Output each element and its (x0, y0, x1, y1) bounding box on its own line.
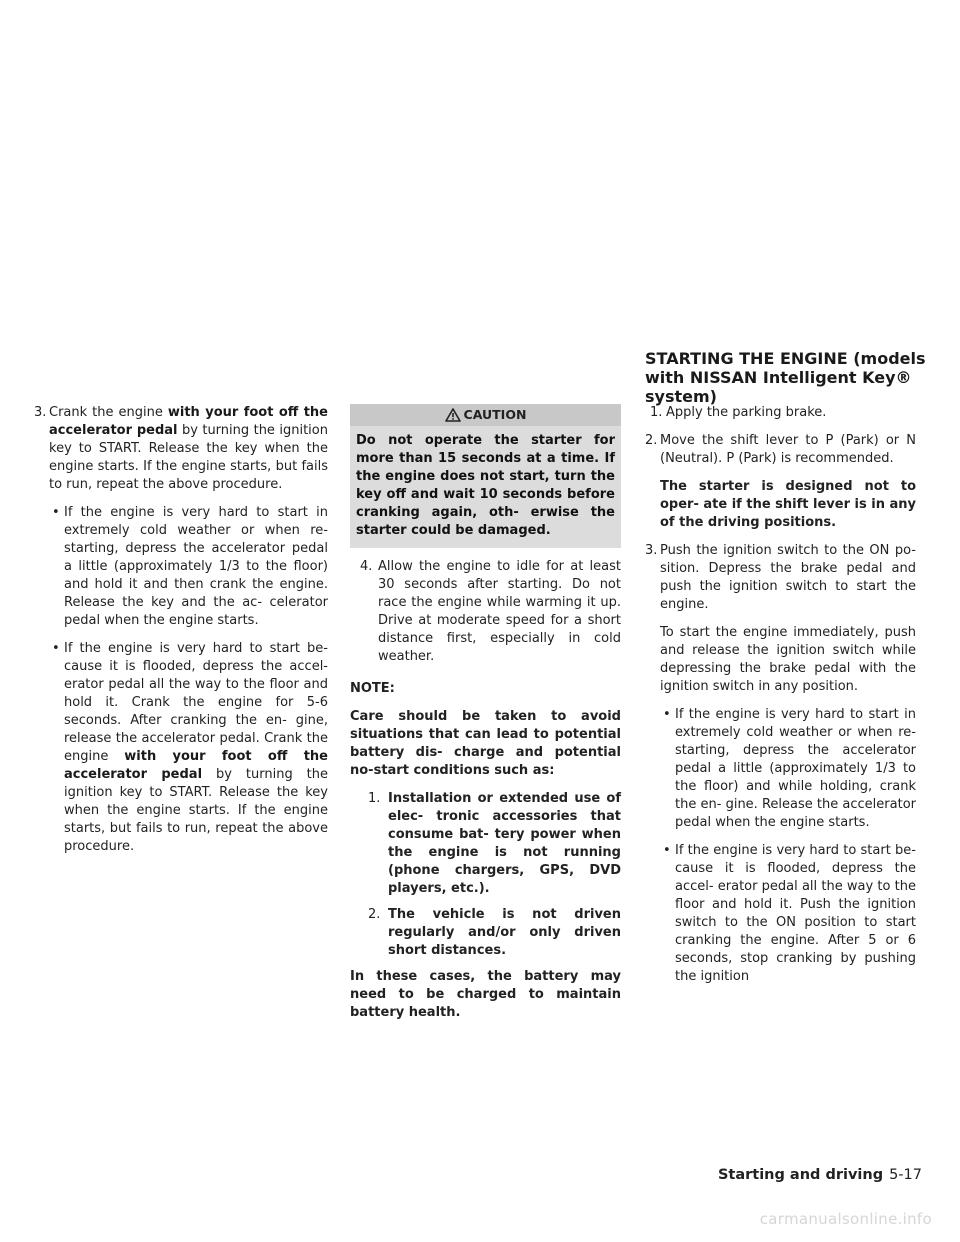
note-label: NOTE: (350, 681, 395, 696)
bullet-dot: • (52, 505, 60, 520)
column-1 (34, 404, 328, 866)
bullet-dot: • (663, 707, 671, 722)
bullet-dot: • (663, 843, 671, 858)
ik-step-2-note: The starter is designed not to oper- ate if the shift lever is in any of the driving positions. (660, 479, 916, 530)
caution-label: CAUTION (463, 407, 527, 422)
bullet-flooded: • If the engine is very hard to start be- cause it is flooded, depress the accel- erator pedal all the way to the floor and hold it. Crank the engine for 5-6 seconds. After cranking the en- gine, release the accelerator pedal. Crank the engine with your foot off the accelerator pedal by turning the ignition key to START. Release the key when the engine starts. If the engine starts, but fails to run, repeat the above procedure. (52, 641, 328, 854)
ik-step-3-sub: To start the engine immediately, push and release the ignition switch while depressing the brake pedal with the ignition switch in any position. (660, 625, 916, 694)
caution-box (350, 404, 621, 548)
bullet-dot: • (52, 641, 60, 656)
note-text: Care should be taken to avoid situations that can lead to potential battery dis- charge and potential no-start conditions such as: (350, 709, 621, 778)
step-3-crank (34, 404, 328, 494)
note-conclusion: In these cases, the battery may need to be charged to maintain battery health. (350, 969, 621, 1020)
ik-step-1: 1. Apply the parking brake. (650, 405, 827, 420)
column-3 (645, 404, 916, 996)
note-item-1: 1. Installation or extended use of elec- tronic accessories that consume bat- tery power when the engine is not running (phone chargers, GPS, DVD players, etc.). (368, 791, 621, 896)
caution-header (350, 404, 621, 426)
step-number: 3. (34, 405, 47, 420)
caution-text: Do not operate the starter for more than 15 seconds at a time. If the engine does not start, turn the key off and wait 10 seconds before cranking again, oth- erwise the starter could be damaged. (356, 433, 615, 538)
page-number: 5-17 (889, 1167, 922, 1183)
bullet-cold-weather: • If the engine is very hard to start in extremely cold weather or when re- starting, depress the accelerator pedal a little (approximately 1/3 to the floor) and hold it and then crank the engine. Release the key and the ac- celerator pedal when the engine starts. (52, 505, 328, 628)
ik-step-3: 3. Push the ignition switch to the ON po- sition. Depress the brake pedal and push the ignition switch to start the engine. (645, 543, 916, 612)
watermark: carmanualsonline.info (759, 1210, 932, 1228)
ik-step-2: 2. Move the shift lever to P (Park) or N (Neutral). P (Park) is recommended. (645, 433, 916, 466)
column-2 (350, 404, 621, 1032)
footer-chapter-title: Starting and driving (717, 1167, 884, 1183)
step-text: Crank the engine with your foot off the accelerator pedal by turning the ignition key to START. Release the key when the engine starts. If the engine starts, but fails to run, repeat the above procedure. (49, 405, 328, 492)
ik-bullet-cold-weather: • If the engine is very hard to start in extremely cold weather or when re- starting, depress the accelerator pedal a little (approximately 1/3 to the floor) and while holding, crank the en- gine. Release the accelerator pedal when the engine starts. (663, 707, 916, 830)
page-footer (718, 1166, 922, 1184)
step-4-idle: 4. Allow the engine to idle for at least 30 seconds after starting. Do not race the engine while warming it up. Drive at moderate speed for a short distance first, especially in cold weather. (360, 559, 621, 664)
note-item-2: 2. The vehicle is not driven regularly and/or only driven short distances. (368, 907, 621, 958)
warning-icon (445, 408, 461, 422)
section-title: STARTING THE ENGINE (models with NISSAN Intelligent Key® system) (645, 349, 926, 406)
ik-bullet-flooded: • If the engine is very hard to start be- cause it is flooded, depress the accel- erator pedal all the way to the floor and hold it. Push the ignition switch to the ON position to start cranking the engine. After 5 or 6 seconds, stop cranking by pushing the ignition (663, 843, 916, 984)
